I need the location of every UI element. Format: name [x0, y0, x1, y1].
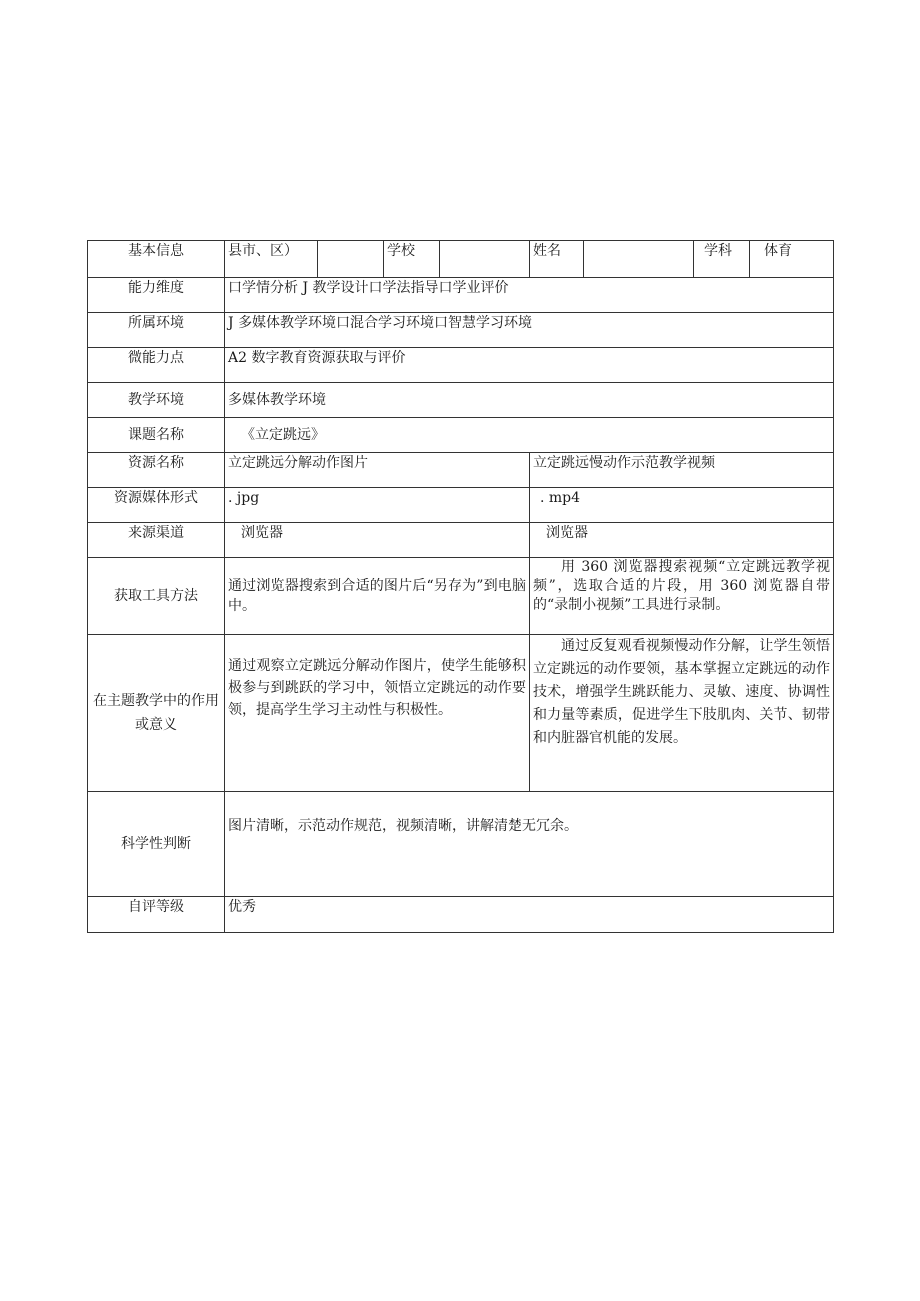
basic-info-label: 基本信息: [88, 241, 225, 278]
tool-method-label: 获取工具方法: [88, 558, 225, 635]
micro-ability-value[interactable]: A2 数字教育资源获取与评价: [225, 348, 834, 383]
school-label: 学校: [384, 241, 440, 278]
tool-method-1[interactable]: 通过浏览器搜索到合适的图片后“另存为”到电脑中。: [225, 558, 530, 635]
topic-label: 课题名称: [88, 418, 225, 453]
environment-category-label: 所属环境: [88, 313, 225, 348]
significance-1[interactable]: 通过观察立定跳远分解动作图片，使学生能够积极参与到跳跃的学习中，领悟立定跳远的动作要领，提高学生学习主动性与积极性。: [225, 635, 530, 792]
self-rating-value[interactable]: 优秀: [225, 897, 834, 933]
row-topic: [88, 418, 834, 453]
resource-evaluation-form: [87, 240, 834, 933]
row-source-channel: [88, 523, 834, 558]
significance-2[interactable]: 通过反复观看视频慢动作分解，让学生领悟立定跳远的动作要领，基本掌握立定跳远的动作技术，增强学生跳跃能力、灵敏、速度、协调性和力量等素质，促进学生下肢肌肉、关节、韧带和内脏器官机能的发展。: [530, 635, 834, 792]
media-format-1[interactable]: . jpg: [225, 488, 530, 523]
ability-dimension-label: 能力维度: [88, 278, 225, 313]
teaching-environment-label: 教学环境: [88, 383, 225, 418]
county-value[interactable]: [318, 241, 384, 278]
row-environment-category: [88, 313, 834, 348]
scientific-judgment-label: 科学性判断: [88, 792, 225, 897]
school-value[interactable]: [440, 241, 530, 278]
media-format-2[interactable]: . mp4: [530, 488, 834, 523]
source-channel-1[interactable]: 浏览器: [225, 523, 530, 558]
name-label: 姓名: [530, 241, 584, 278]
row-scientific-judgment: [88, 792, 834, 897]
resource-name-label: 资源名称: [88, 453, 225, 488]
environment-category-value[interactable]: J 多媒体教学环境口混合学习环境口智慧学习环境: [225, 313, 834, 348]
row-resource-name: [88, 453, 834, 488]
resource-name-2[interactable]: 立定跳远慢动作示范教学视频: [530, 453, 834, 488]
subject-value[interactable]: 体育: [750, 241, 834, 278]
micro-ability-label: 微能力点: [88, 348, 225, 383]
source-channel-label: 来源渠道: [88, 523, 225, 558]
row-significance: [88, 635, 834, 792]
ability-dimension-value[interactable]: 口学情分析 J 教学设计口学法指导口学业评价: [225, 278, 834, 313]
row-basic-info: [88, 241, 834, 278]
significance-label: 在主题教学中的作用或意义: [88, 635, 225, 792]
row-teaching-environment: [88, 383, 834, 418]
row-ability-dimension: [88, 278, 834, 313]
source-channel-2[interactable]: 浏览器: [530, 523, 834, 558]
row-media-format: [88, 488, 834, 523]
teaching-environment-value[interactable]: 多媒体教学环境: [225, 383, 834, 418]
self-rating-label: 自评等级: [88, 897, 225, 933]
row-tool-method: [88, 558, 834, 635]
topic-value[interactable]: 《立定跳远》: [225, 418, 834, 453]
subject-label: 学科: [694, 241, 750, 278]
media-format-label: 资源媒体形式: [88, 488, 225, 523]
name-value[interactable]: [584, 241, 694, 278]
county-label: 县市、区）: [225, 241, 318, 278]
row-micro-ability: [88, 348, 834, 383]
row-self-rating: [88, 897, 834, 933]
tool-method-2[interactable]: 用 360 浏览器搜索视频“立定跳远教学视频”，选取合适的片段，用 360 浏览器自带的“录制小视频”工具进行录制。: [530, 558, 834, 635]
scientific-judgment-value[interactable]: 图片清晰，示范动作规范，视频清晰，讲解清楚无冗余。: [225, 792, 834, 897]
resource-name-1[interactable]: 立定跳远分解动作图片: [225, 453, 530, 488]
